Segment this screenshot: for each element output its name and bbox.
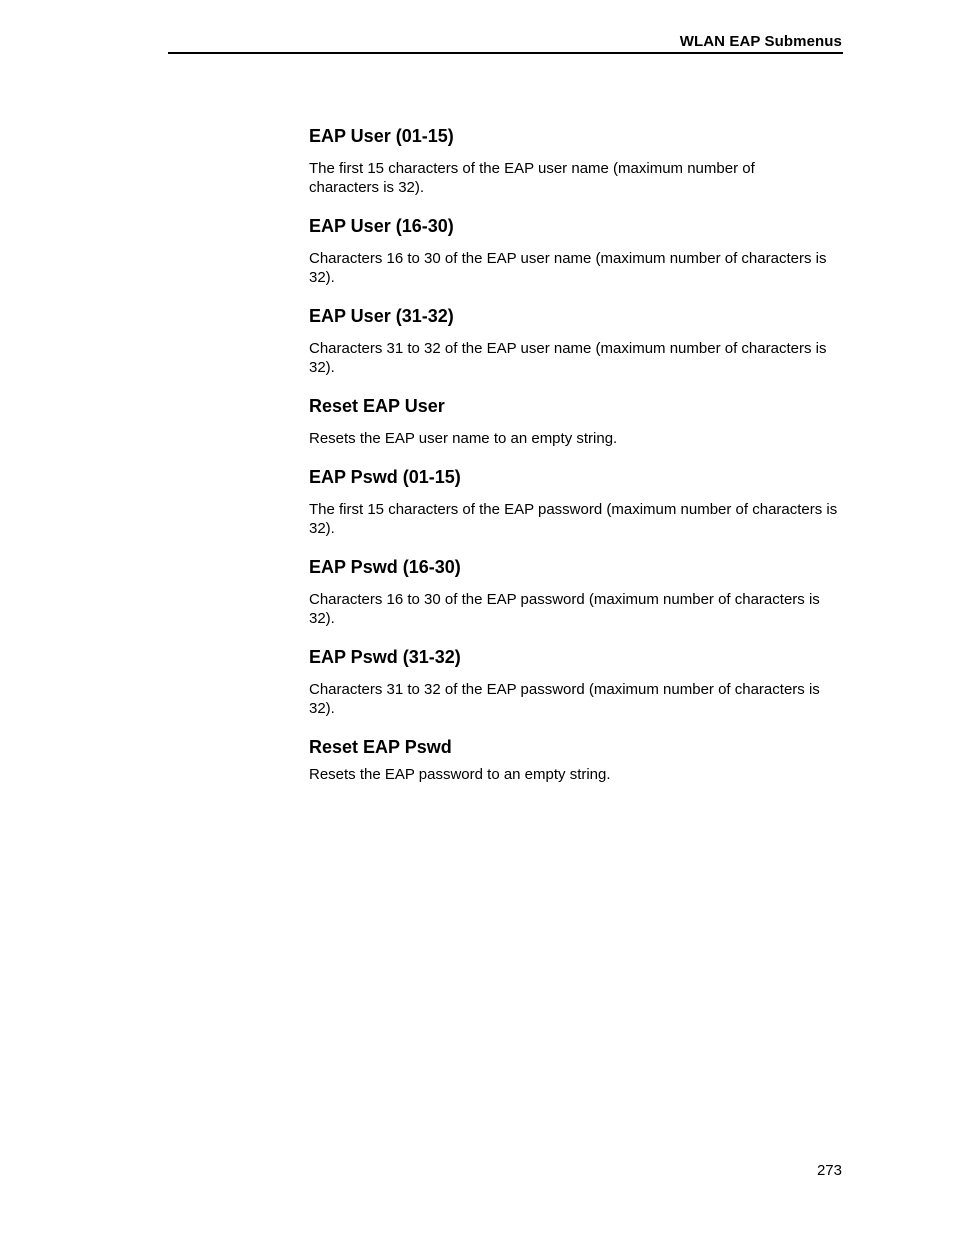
section-eap-user-31-32 <box>309 304 843 377</box>
section-heading: EAP Pswd (31-32) <box>309 647 461 667</box>
section-body: Characters 16 to 30 of the EAP password (maximum number of characters is 32). <box>309 591 820 627</box>
section-body: Characters 16 to 30 of the EAP user name (maximum number of characters is 32). <box>309 250 827 286</box>
section-heading: EAP User (16-30) <box>309 216 454 236</box>
section-eap-pswd-31-32 <box>309 645 843 718</box>
section-heading: Reset EAP Pswd <box>309 737 452 757</box>
section-eap-pswd-01-15 <box>309 465 843 538</box>
section-heading: EAP User (31-32) <box>309 306 454 326</box>
section-heading: EAP Pswd (16-30) <box>309 557 461 577</box>
running-header-title: WLAN EAP Submenus <box>679 33 842 50</box>
section-eap-user-16-30 <box>309 214 843 287</box>
section-heading: EAP User (01-15) <box>309 126 454 146</box>
page-content <box>309 124 843 801</box>
section-body: The first 15 characters of the EAP user name (maximum number of characters is 32). <box>309 160 755 196</box>
section-body: Resets the EAP user name to an empty string. <box>309 430 618 447</box>
page-number: 273 <box>816 1162 842 1179</box>
section-body: The first 15 characters of the EAP password (maximum number of characters is 32). <box>309 501 838 537</box>
section-eap-pswd-16-30 <box>309 555 843 628</box>
section-body: Resets the EAP password to an empty string. <box>309 766 611 783</box>
section-body: Characters 31 to 32 of the EAP password (maximum number of characters is 32). <box>309 681 820 717</box>
section-reset-eap-user <box>309 394 843 448</box>
running-header <box>168 32 843 54</box>
section-reset-eap-pswd <box>309 735 843 784</box>
section-body: Characters 31 to 32 of the EAP user name (maximum number of characters is 32). <box>309 340 827 376</box>
section-heading: Reset EAP User <box>309 396 445 416</box>
section-heading: EAP Pswd (01-15) <box>309 467 461 487</box>
section-eap-user-01-15 <box>309 124 843 197</box>
